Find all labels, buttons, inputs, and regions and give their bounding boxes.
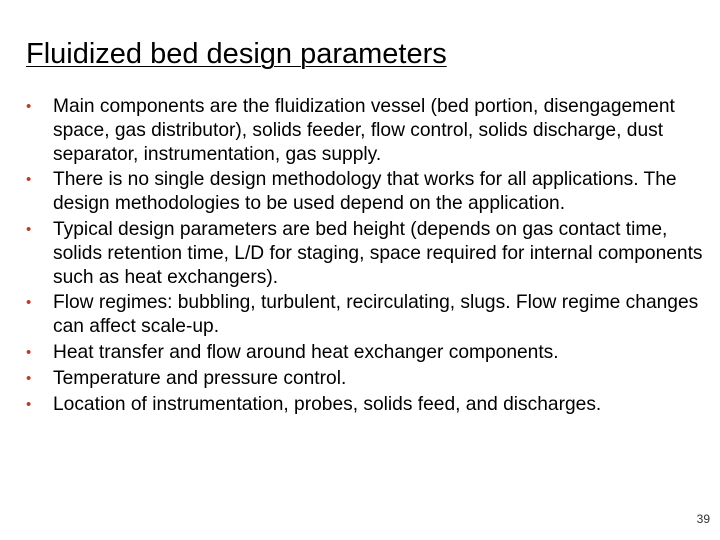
bullet-item — [26, 341, 706, 365]
bullet-item — [26, 367, 706, 391]
bullet-dot-icon: • — [26, 395, 32, 413]
bullet-text: Temperature and pressure control. — [53, 367, 347, 389]
bullet-dot-icon: • — [26, 369, 32, 387]
bullet-dot-icon: • — [26, 294, 32, 312]
bullet-dot-icon: • — [26, 98, 32, 115]
bullet-dot-icon: • — [26, 171, 32, 189]
slide-title: Fluidized bed design parameters — [26, 38, 447, 70]
bullet-list — [26, 95, 706, 418]
bullet-item — [26, 168, 706, 216]
bullet-dot-icon: • — [26, 220, 32, 238]
bullet-text: Location of instrumentation, probes, solids feed, and discharges. — [53, 393, 602, 415]
slide-number: 39 — [696, 512, 710, 526]
bullet-text: Heat transfer and flow around heat exchanger components. — [53, 341, 559, 363]
bullet-item — [26, 393, 706, 417]
bullet-text: Main components are the fluidization vessel (bed portion, disengagement space, gas distributor), solids feeder, flow control, solids discharge, dust separator, instrumentation, gas supply. — [53, 96, 675, 165]
bullet-text: Flow regimes: bubbling, turbulent, recirculating, slugs. Flow regime changes can affect scale-up. — [53, 292, 699, 338]
bullet-text: There is no single design methodology that works for all applications. The design methodologies to be used depend on the application. — [53, 169, 677, 215]
bullet-item — [26, 218, 706, 289]
bullet-item — [26, 95, 706, 166]
bullet-item — [26, 291, 706, 339]
bullet-text: Typical design parameters are bed height (depends on gas contact time, solids retention time, L/D for staging, space required for internal components such as heat exchangers). — [53, 218, 703, 288]
bullet-dot-icon: • — [26, 343, 32, 361]
